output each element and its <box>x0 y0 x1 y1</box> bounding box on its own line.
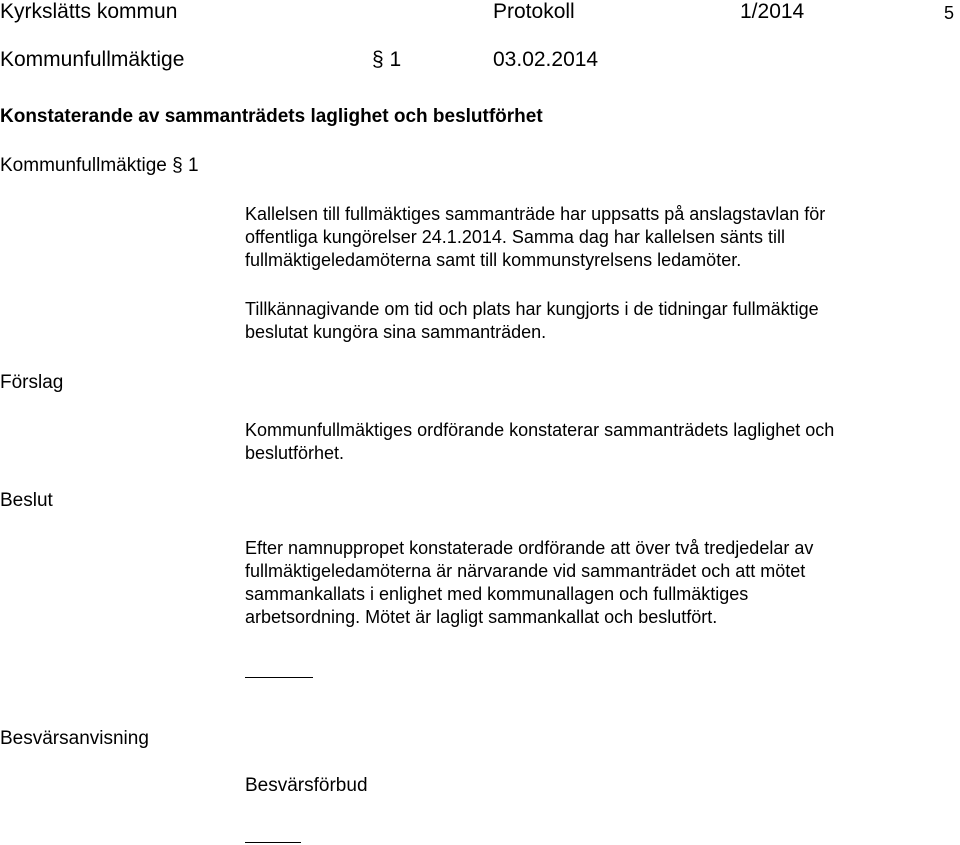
subheading-body: Kommunfullmäktige <box>0 155 167 176</box>
paragraph-decision <box>245 537 945 629</box>
paragraph-line: arbetsordning. Mötet är lagligt sammankallat och beslutfört. <box>245 607 718 627</box>
paragraph-line: Kommunfullmäktiges ordförande konstaterar sammanträdets laglighet och <box>245 420 835 440</box>
separator-line <box>245 842 301 843</box>
header-section-number <box>372 48 401 72</box>
document-type: Protokoll <box>493 0 575 23</box>
paragraph-line: fullmäktigeledamöterna är närvarande vid sammanträdet och att mötet <box>245 561 806 581</box>
section-number-value: 1 <box>389 48 402 71</box>
section-subheading <box>0 155 199 177</box>
paragraph-convocation <box>245 203 945 272</box>
paragraph-line: sammankallats i enlighet med kommunallagen och fullmäktiges <box>245 584 749 604</box>
label-beslut: Beslut <box>0 490 53 511</box>
protocol-number: 1/2014 <box>740 0 805 23</box>
subheading-section-symbol: § <box>172 155 183 176</box>
paragraph-line: Tillkännagivande om tid och plats har kungjorts i de tidningar fullmäktige <box>245 299 819 319</box>
paragraph-line: fullmäktigeledamöterna samt till kommunstyrelsens ledamöter. <box>245 250 742 270</box>
page-title: Konstaterande av sammanträdets laglighet och beslutförhet <box>0 106 543 127</box>
paragraph-line: beslutförhet. <box>245 443 345 463</box>
separator-line <box>245 677 313 678</box>
paragraph-line: offentliga kungörelser 24.1.2014. Samma dag har kallelsen sänts till <box>245 227 785 247</box>
appeal-prohibition-heading: Besvärsförbud <box>245 775 368 796</box>
page-number: 5 <box>944 3 955 23</box>
subheading-section-number: 1 <box>187 155 199 176</box>
section-symbol: § <box>372 48 384 71</box>
paragraph-line: beslutat kungöra sina sammanträden. <box>245 322 547 342</box>
paragraph-proposal <box>245 419 945 465</box>
paragraph-announcement <box>245 298 945 344</box>
meeting-date: 03.02.2014 <box>493 48 599 71</box>
header-body-name: Kommunfullmäktige <box>0 48 185 71</box>
label-besvarsanvisning: Besvärsanvisning <box>0 728 149 749</box>
paragraph-line: Efter namnuppropet konstaterade ordförande att över två tredjedelar av <box>245 538 814 558</box>
municipality-name: Kyrkslätts kommun <box>0 0 178 23</box>
label-forslag: Förslag <box>0 372 64 393</box>
paragraph-line: Kallelsen till fullmäktiges sammanträde har uppsatts på anslagstavlan för <box>245 204 826 224</box>
